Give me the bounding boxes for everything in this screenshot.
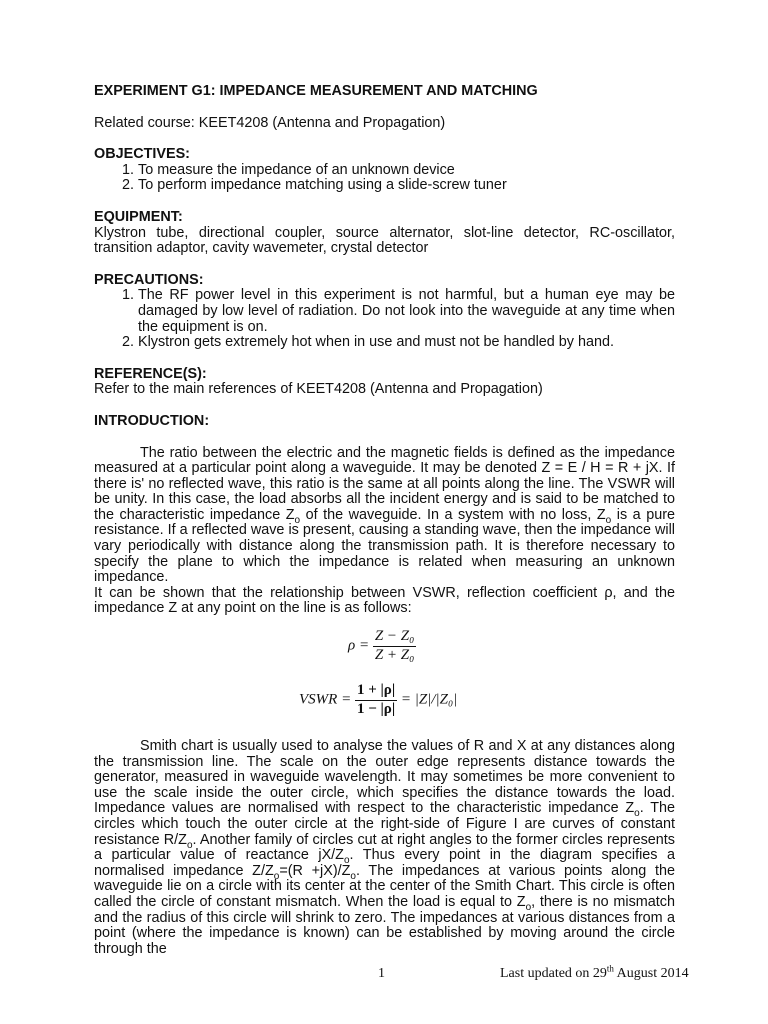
references-section — [94, 367, 675, 398]
page-number: 1 — [378, 966, 385, 981]
introduction-section — [94, 414, 675, 957]
equipment-heading: EQUIPMENT: — [94, 208, 183, 225]
list-item: 2. To perform impedance matching using a slide-screw tuner — [138, 178, 675, 194]
list-item: 2. Klystron gets extremely hot when in use and must not be handled by hand. — [138, 335, 675, 351]
equation-fraction — [355, 683, 397, 717]
equation-numerator: 1 + |ρ| — [355, 683, 397, 701]
equation-denominator: Z + Z₀ — [374, 646, 415, 663]
related-course: Related course: KEET4208 (Antenna and Propagation) — [94, 114, 446, 131]
precautions-heading: PRECAUTIONS: — [94, 271, 204, 288]
equation-fraction — [373, 629, 417, 663]
equation-lhs: VSWR = — [299, 691, 352, 708]
equation-denominator: 1 − |ρ| — [356, 700, 396, 717]
document-body — [94, 84, 675, 957]
references-heading: REFERENCE(S): — [94, 365, 207, 382]
equation-numerator: Z − Z₀ — [373, 629, 417, 647]
intro-paragraph-1: The ratio between the electric and the magnetic fields is defined as the impedance measured at a particular point along a waveguide. It may be denoted Z = E / H = R + jX. If there is' no reflected wave, this ratio is the same at all points along the line. The VSWR will be unity. In this case, the load absorbs all the incident energy and is said to be matched to the characteristic impedance $Z_o$ of the waveguide. In a system with no loss, $Z_o$ is a pure resistance. If a reflected wave is present, causing a standing wave, then the impedance will vary periodically with distance along the transmission path. It is therefore necessary to specify the plane to which the impedance is related when measuring an unknown impedance. — [94, 444, 675, 586]
objectives-section — [94, 147, 675, 194]
objectives-list — [94, 163, 675, 194]
precautions-list — [94, 288, 675, 350]
equation-lhs: ρ = — [348, 637, 370, 654]
precautions-section — [94, 273, 675, 351]
intro-paragraph-2: It can be shown that the relationship between VSWR, reflection coefficient ρ, and the impedance Z at any point on the line is as follows: — [94, 584, 675, 617]
vswr-equation — [94, 683, 675, 727]
reflection-coefficient-equation — [94, 629, 675, 673]
introduction-heading: INTRODUCTION: — [94, 412, 210, 429]
references-text: Refer to the main references of KEET4208 (Antenna and Propagation) — [94, 381, 543, 398]
last-updated: Last updated on 29th August 2014 — [500, 963, 689, 981]
objectives-heading: OBJECTIVES: — [94, 146, 190, 163]
document-title: EXPERIMENT G1: IMPEDANCE MEASUREMENT AND MATCHING — [94, 83, 538, 99]
equipment-section — [94, 210, 675, 257]
list-item: 1. To measure the impedance of an unknown device — [138, 163, 675, 179]
intro-paragraph-3: Smith chart is usually used to analyse the values of R and X at any distances along the transmission line. The scale on the outer edge represents distance towards the generator, measured in waveguide wavelength. It may sometimes be more convenient to use the scale inside the outer circle, which specifies the distance towards the load. Impedance values are normalised with respect to the characteristic impedance $Z_o$. The circles which touch the outer circle at the right-side of Figure I are curves of constant resistance $R/Z_o$. Another family of circles cut at right angles to the former circles represents a particular value of reactance $jX/Z_o$. Thus every point in the diagram specifies a normalised impedance $Z/Z_o=(R +jX)/Z_o$. The impedances at various points along the waveguide lie on a circle with its center at the center of the Smith Chart. This circle is often called the circle of constant mismatch. When the load is equal to $Z_o$, there is no mismatch and the radius of this circle will shrink to zero. The impedances at various distances from a point (where the impedance is known) can be established by moving around the circle through the — [94, 738, 675, 957]
equation-rhs: = |Z|/|Z₀| — [400, 691, 458, 708]
equipment-text: Klystron tube, directional coupler, source alternator, slot-line detector, RC-oscillator, transition adaptor, cavity wavemeter, crystal detector — [94, 224, 675, 257]
list-item: 1. The RF power level in this experiment is not harmful, but a human eye may be damaged by low level of radiation. Do not look into the waveguide at any time when the equipment is on. — [138, 288, 675, 335]
